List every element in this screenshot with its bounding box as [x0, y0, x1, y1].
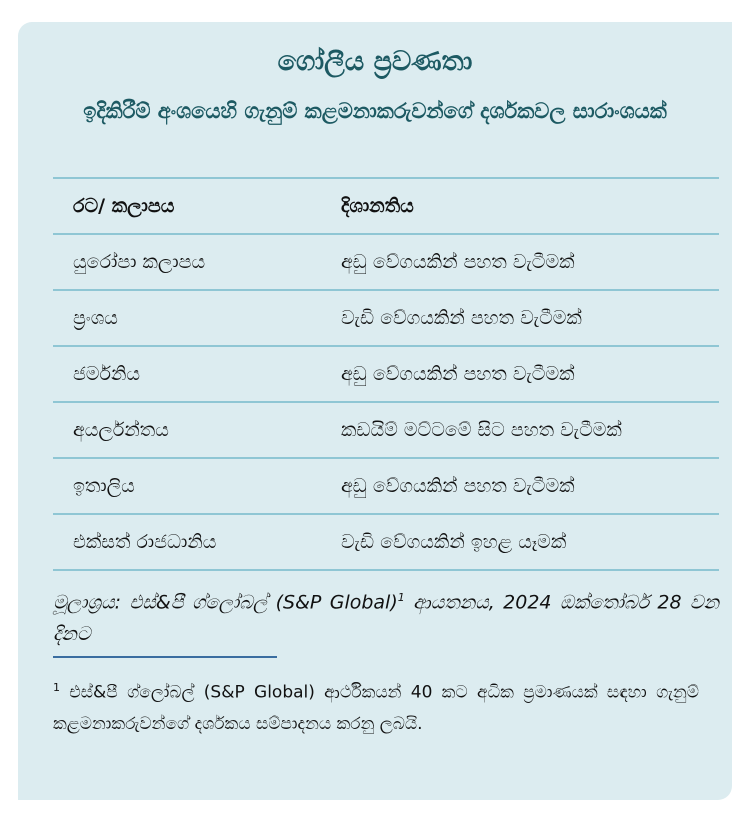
source-text: මූලාශ්‍රය: එස්&පී ග්ලෝබල් (S&P Global)	[53, 591, 398, 614]
cell-trend: වැඩි වේගයකින් ඉහළ යෑමක්	[331, 514, 719, 570]
cell-trend: අඩු වේගයකින් පහත වැටීමක්	[331, 234, 719, 290]
header-region: රට/ කලාපය	[53, 178, 331, 234]
table-row	[53, 234, 719, 290]
cell-trend: වැඩි වේගයකින් පහත වැටීමක්	[331, 290, 719, 346]
cell-region: එක්සත් රාජධානිය	[53, 514, 331, 570]
table-row	[53, 290, 719, 346]
cell-trend: අඩු වේගයකින් පහත වැටීමක්	[331, 458, 719, 514]
cell-region: ප්‍රංශය	[53, 290, 331, 346]
table-row	[53, 346, 719, 402]
footnote-text: එස්&පී ග්ලෝබල් (S&P Global) ආර්ථිකයන් 40 කට අධික ප්‍රමාණයක් සඳහා ගැනුම් කළමනාකරුවන්ගේ දර්ශකය සම්පාදනය කරනු ලබයි.	[53, 682, 699, 734]
source-footnote-marker: 1	[397, 591, 405, 604]
source-tail: ආයතනය, 2024 ඔක්තෝබර් 28 වන දිනට	[53, 591, 719, 646]
cell-region: ඉතාලිය	[53, 458, 331, 514]
table-header-row	[53, 178, 719, 234]
cell-region: යුරෝපා කලාපය	[53, 234, 331, 290]
trend-table	[53, 177, 719, 571]
cell-region: ජර්මනිය	[53, 346, 331, 402]
box-title: ගෝලීය ප්‍රවණතා	[277, 46, 473, 77]
table-row	[53, 402, 719, 458]
cell-region: අයර්ලන්තය	[53, 402, 331, 458]
cell-trend: අඩු වේගයකින් පහත වැටීමක්	[331, 346, 719, 402]
table-row	[53, 514, 719, 570]
source-note	[53, 582, 719, 650]
footnote-divider	[53, 656, 277, 658]
footnote	[53, 672, 699, 740]
header-trend: දිශානතිය	[331, 178, 719, 234]
box-subtitle: ඉදිකිරීම් අංශයෙහි ගැනුම් කළමනාකරුවන්ගේ දර්ශකවල සාරාංශයක්	[83, 99, 667, 123]
cell-trend: කඩයිම් මට්ටමේ සිට පහත වැටීමක්	[331, 402, 719, 458]
table-row	[53, 458, 719, 514]
footnote-marker: 1	[53, 681, 60, 694]
